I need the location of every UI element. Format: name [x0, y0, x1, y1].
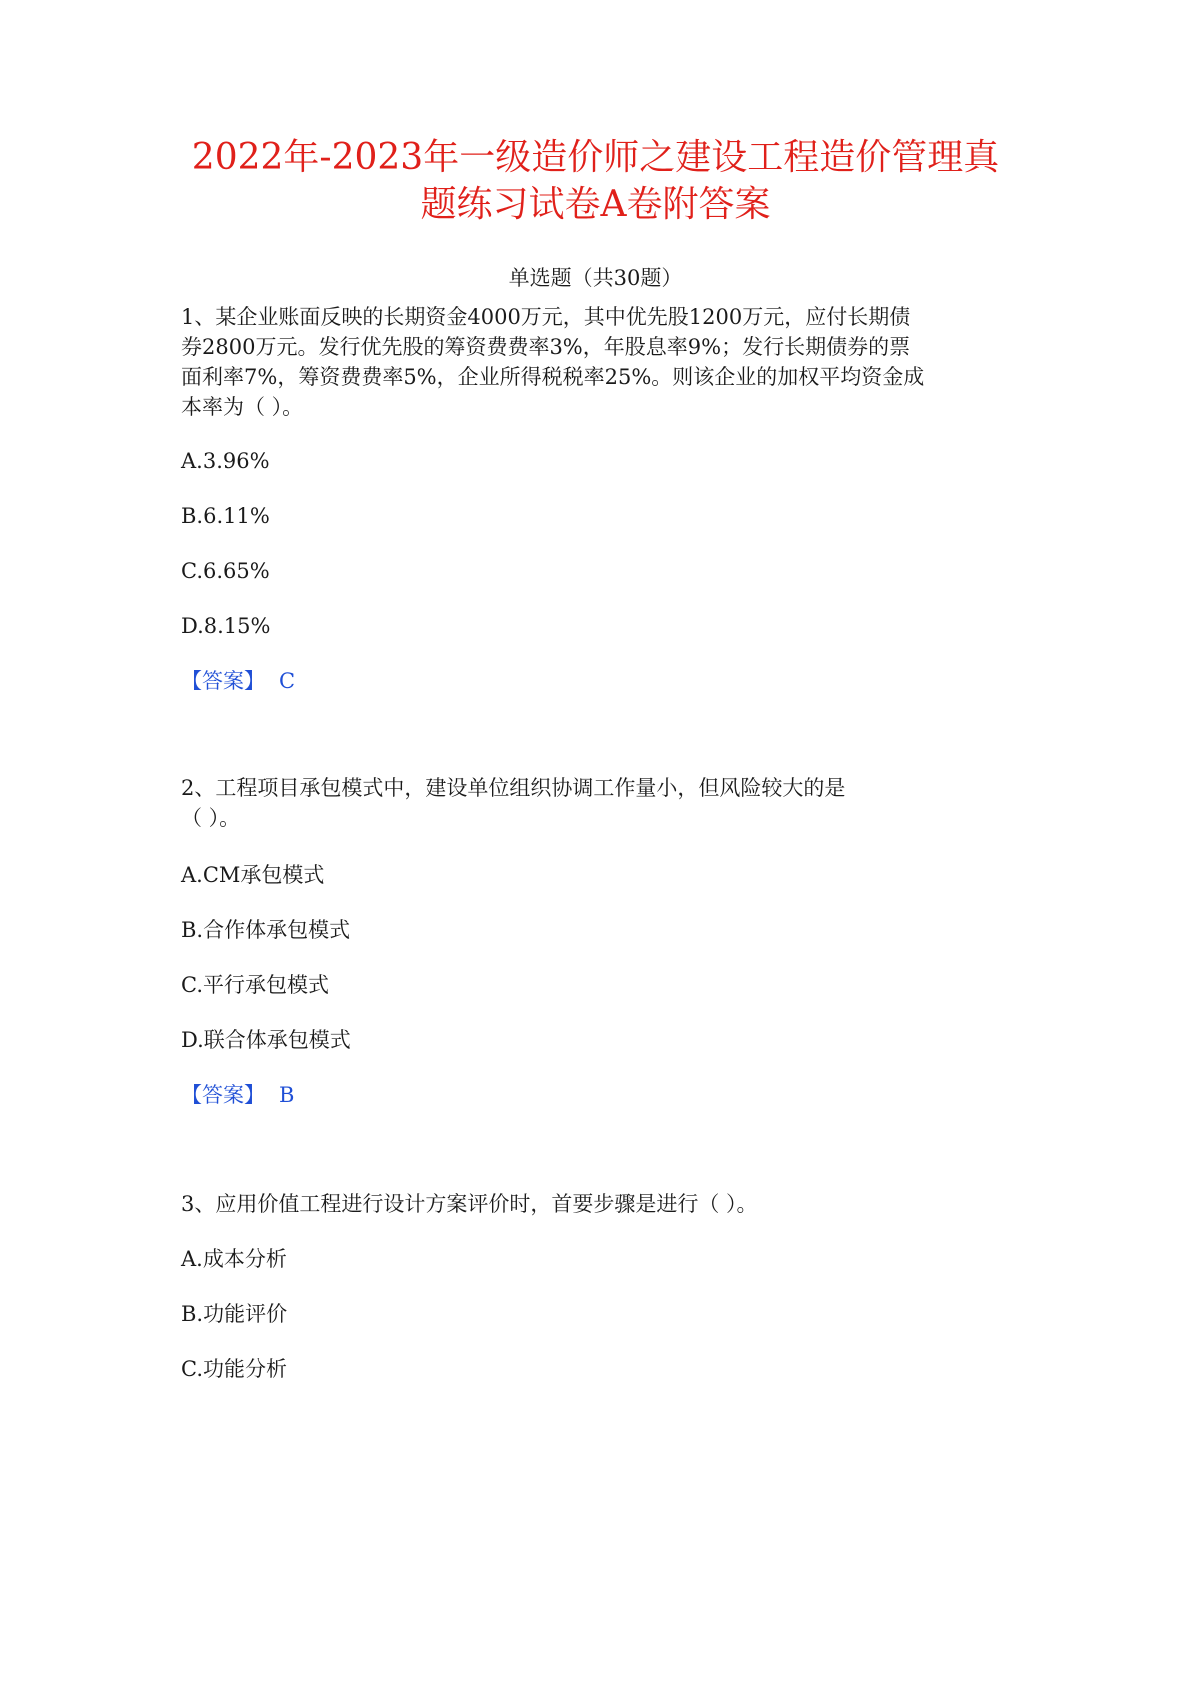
question-2-option-b: B.合作体承包模式: [181, 918, 351, 942]
question-2-answer: [181, 1080, 294, 1110]
question-2-option-c: C.平行承包模式: [181, 973, 329, 997]
document-title-line-1: 2022年-2023年一级造价师之建设工程造价管理真: [191, 137, 1000, 178]
question-2-line-2: （ ）。: [181, 806, 241, 830]
question-1-line-3: 面利率7%，筹资费费率5%，企业所得税税率25%。则该企业的加权平均资金成: [181, 365, 925, 389]
answer-tag: 【答案】: [181, 1083, 265, 1107]
question-1-line-4: 本率为（ ）。: [181, 395, 304, 419]
question-1-line-1: 1、某企业账面反映的长期资金4000万元，其中优先股1200万元，应付长期债: [181, 305, 911, 329]
answer-value: C: [279, 669, 296, 693]
question-1-option-a: A.3.96%: [181, 449, 270, 473]
answer-tag: 【答案】: [181, 669, 265, 693]
question-3-option-a: A.成本分析: [181, 1247, 287, 1271]
question-2-option-a: A.CM承包模式: [181, 863, 325, 887]
question-1-option-d: D.8.15%: [181, 614, 271, 638]
question-1-option-c: C.6.65%: [181, 559, 270, 583]
question-2-line-1: 2、工程项目承包模式中，建设单位组织协调工作量小，但风险较大的是: [181, 776, 846, 800]
question-2-option-d: D.联合体承包模式: [181, 1028, 351, 1052]
question-1-answer: [181, 666, 295, 696]
question-3-option-c: C.功能分析: [181, 1357, 287, 1381]
question-3-option-b: B.功能评价: [181, 1302, 288, 1326]
question-1-option-b: B.6.11%: [181, 504, 270, 528]
section-header: 单选题（共30题）: [508, 266, 683, 290]
question-3-line-1: 3、应用价值工程进行设计方案评价时，首要步骤是进行（ ）。: [181, 1192, 758, 1216]
document-title-line-2: 题练习试卷A卷附答案: [420, 184, 771, 225]
question-1-line-2: 券2800万元。发行优先股的筹资费费率3%，年股息率9%；发行长期债券的票: [181, 335, 911, 359]
answer-value: B: [279, 1083, 295, 1107]
